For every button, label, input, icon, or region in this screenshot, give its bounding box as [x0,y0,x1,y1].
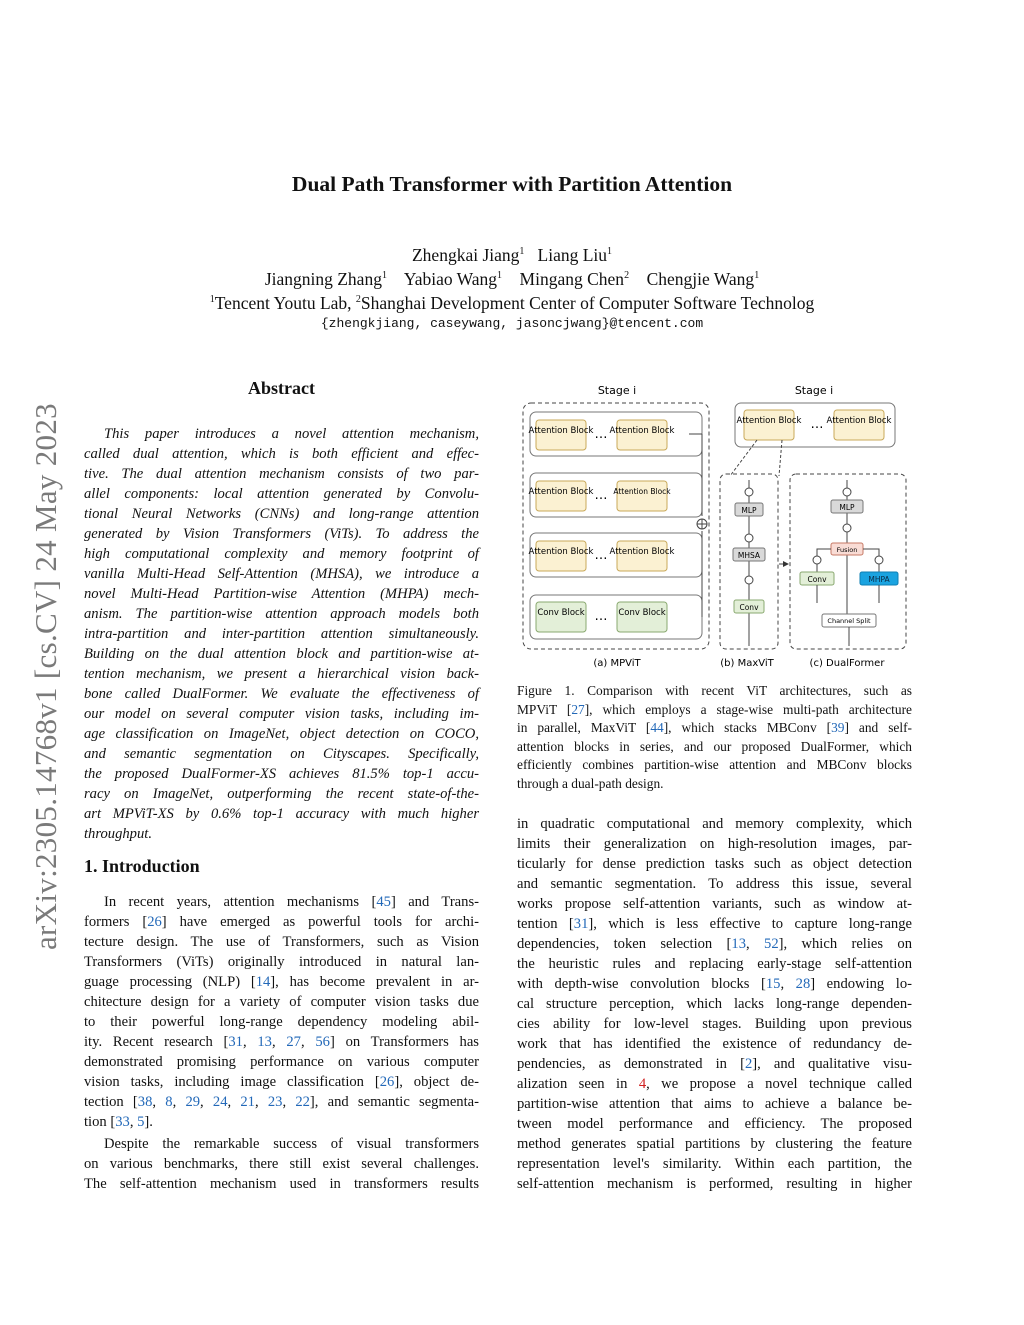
citation-link[interactable]: 29 [185,1094,201,1110]
figure-1-diagram [517,376,917,672]
attention-block-label: Attention Block [528,426,594,436]
text-run: efficiently combines partition-wise attention and MBConv blocks [517,757,912,772]
citation-link[interactable]: 39 [831,720,845,735]
text-run: , [780,976,796,992]
add-icon [843,488,851,496]
text-line [517,719,912,738]
text-run: ], object de- [394,1074,479,1090]
citation-link[interactable]: 27 [286,1034,301,1050]
text-run: , [254,1094,268,1110]
maxvit-mlp-label: MLP [741,506,757,515]
aff-mark: 2 [355,294,361,305]
text-run: Building on the dual attention block and partition-wise at- [84,646,479,662]
aff-mark: 1 [209,294,215,305]
text-run: ticularly for dense prediction tasks such as object detection [517,856,912,872]
text-line [84,932,479,952]
attention-block-label: Attention Block [826,416,892,426]
text-run: This paper introduces a novel attention mechanism, [104,426,479,442]
attention-block-label: Attention Block [528,487,594,497]
text-run: ] and Trans- [390,894,479,910]
maxvit-conv-label: Conv [739,603,759,612]
text-run: bone called DualFormer. We evaluate the effectiveness of [84,686,479,702]
text-run: ] on Transformers has [329,1034,479,1050]
sublabel-mpvit: (a) MPViT [593,658,641,669]
text-run: ], which employs a stage-wise multi-path architecture [584,701,912,717]
citation-link[interactable]: 33 [115,1114,130,1130]
mpvit-row-2 [529,473,702,517]
text-line [517,994,912,1014]
text-line [517,854,912,874]
figure-1-caption [517,682,912,793]
maxvit-mhsa-label: MHSA [737,551,761,560]
aff-mark: 1 [381,270,387,281]
text-run: high computational complexity and memory footprint of [84,546,479,562]
text-line [84,804,479,824]
stage-label-b: Stage i [794,384,834,397]
text-line [84,892,479,912]
text-line [84,604,479,624]
text-line [84,1112,479,1132]
text-line [84,1052,479,1072]
text-run: partition-wise attention that aims to achieve a balance be- [517,1096,912,1112]
citation-link[interactable]: 44 [650,720,664,735]
text-line [517,1154,912,1174]
aff-mark: 1 [607,246,613,257]
text-run: ], which stacks MBConv [ [663,720,832,735]
text-run: tecture design. The use of Transformers, such as Vision [84,934,479,950]
affiliation-1: Tencent Youtu Lab, [214,292,356,313]
text-line [84,972,479,992]
text-run: dependencies, token selection [ [517,936,732,952]
text-run: guage processing (NLP) [ [84,974,256,990]
text-line [517,1034,912,1054]
intro-paragraph-2 [84,1134,479,1194]
text-line [84,784,479,804]
citation-link[interactable]: 14 [255,974,271,990]
conv-block-label: Conv Block [618,608,666,618]
text-run: , [172,1094,186,1110]
conv-block-label: Conv Block [537,608,585,618]
text-run: art MPViT-XS by 0.6% top-1 accuracy with much higher [84,806,479,822]
text-run: , [746,936,765,952]
citation-link[interactable]: 23 [267,1094,283,1110]
text-run: to their powerful long-range dependency modeling abil- [84,1014,479,1030]
text-line [517,914,912,934]
text-line [517,934,912,954]
text-line [517,775,912,794]
text-line [517,1014,912,1034]
text-run: ], and semantic segmenta- [309,1094,479,1110]
text-run: with depth-wise convolution blocks [ [517,976,766,992]
sublabel-maxvit: (b) MaxViT [720,658,774,669]
text-run: , [200,1094,213,1110]
text-line [84,584,479,604]
text-run: throughput. [84,826,152,842]
authors-line-1 [0,240,1024,267]
text-run: anism. The partition-wise attention approach models both [84,606,479,622]
ellipsis: … [810,417,824,432]
affiliation-2: Shanghai Development Center of Computer Software Technolog [360,292,815,313]
text-line [517,1134,912,1154]
citation-link[interactable]: 52 [764,936,779,952]
attention-block-label: Attention Block [609,547,675,557]
aff-mark: 1 [754,270,760,281]
text-run: ], has become prevalent in ar- [270,974,479,990]
text-line [84,992,479,1012]
abstract-heading: Abstract [248,378,315,398]
text-run: works propose self-attention variants, such as window at- [517,896,912,912]
text-run: tive. The dual attention mechanism consists of two par- [84,466,479,482]
author-name: Mingang Chen [519,268,625,289]
citation-link[interactable]: 26 [379,1074,395,1090]
text-line [517,834,912,854]
text-line [517,738,912,757]
text-run: ] have emerged as powerful tools for archi- [161,914,479,930]
fusion-label: Fusion [836,546,858,554]
text-line [517,974,912,994]
text-run: the heuristic rules and replacing early-stage self-attention [517,956,912,972]
citation-link[interactable]: 56 [315,1034,330,1050]
attention-block [617,481,667,511]
text-line [84,1154,479,1174]
citation-link[interactable]: 15 [765,976,781,992]
text-line [84,952,479,972]
author-name: Yabiao Wang [403,268,498,289]
citation-link[interactable]: 31 [573,916,589,932]
citation-link[interactable]: 2 [744,1056,753,1072]
text-run: ], which is less effective to capture long-range [588,916,912,932]
text-run: attention blocks in series, and our proposed DualFormer, which [517,738,912,754]
ellipsis: … [594,427,608,442]
text-line [517,814,912,834]
text-line [84,564,479,584]
text-line [517,954,912,974]
affiliations [0,288,1024,315]
text-run: Figure 1. Comparison with recent ViT architectures, such as [517,683,912,698]
citation-link[interactable]: 13 [257,1034,272,1050]
citation-link[interactable]: 8 [165,1094,173,1110]
authors-line-2 [0,264,1024,291]
text-line [84,1012,479,1032]
text-line [517,682,912,701]
text-run: , [129,1114,138,1130]
text-run: Despite the remarkable success of visual transformers [104,1136,479,1152]
author-emails: {zhengkjiang, caseywang, jasoncjwang}@tencent.com [320,316,704,331]
text-line [84,1134,479,1154]
text-line [84,724,479,744]
add-icon [843,524,851,532]
mpvit-row-1 [529,412,702,456]
add-icon [813,556,821,564]
citation-link[interactable]: 21 [240,1094,255,1110]
text-run: ], and qualitative visu- [752,1056,913,1072]
add-icon [745,534,753,542]
channel-split-label: Channel Split [827,617,871,625]
text-run: novel Multi-Head Partition-wise Attention (MHPA) mech- [84,586,479,602]
text-run: chitecture design for a variety of computer vision tasks due [84,994,479,1010]
text-line [84,444,479,464]
text-run: alization seen in [517,1076,639,1092]
intro-paragraph-1 [84,892,479,1132]
citation-link[interactable]: 31 [228,1034,243,1050]
aff-mark: 2 [624,270,630,281]
text-line [84,824,479,844]
citation-link[interactable]: 27 [571,701,585,717]
citation-link[interactable]: 38 [137,1094,153,1110]
figure-reference-link[interactable]: 4 [638,1076,647,1092]
arxiv-stamp: arXiv:2305.14768v1 [cs.CV] 24 May 2023 [28,403,63,950]
text-line [84,704,479,724]
dualformer-mlp-label: MLP [839,503,855,512]
text-line [84,1032,479,1052]
text-run: our model on several computer vision tasks, including im- [84,706,479,722]
section-heading-introduction: 1. Introduction [84,856,200,876]
text-run: , we propose a novel technique called [646,1076,912,1092]
figure-1 [517,376,917,672]
text-run: MPViT [ [517,701,572,717]
text-run: tional Neural Networks (CNNs) and long-range attention [84,506,479,522]
text-run: limits their generalization on high-resolution images, par- [517,836,912,852]
text-run: Transformers (ViTs) originally introduced in natural lan- [84,954,479,970]
author-name: Chengjie Wang [646,268,755,289]
citation-link[interactable]: 45 [376,894,391,910]
text-run: method generates spatial partitions by clustering the feature [517,1136,912,1152]
text-run: , [152,1094,166,1110]
text-line [84,544,479,564]
text-line [84,664,479,684]
text-run: in quadratic computational and memory complexity, which [517,816,912,832]
text-line [84,424,479,444]
text-line [517,1074,912,1094]
aff-mark: 1 [519,246,525,257]
text-run: representation level's similarity. Within each partition, the [517,1156,912,1172]
text-run: cal structure perception, which lacks long-range dependen- [517,996,912,1012]
text-line [84,484,479,504]
text-run: ity. Recent research [ [84,1034,229,1050]
text-line [517,1174,912,1194]
dualformer-conv-label: Conv [807,575,827,584]
ellipsis: … [594,609,608,624]
text-line [517,874,912,894]
text-run: pendencies, as demonstrated in [ [517,1056,745,1072]
add-icon [745,576,753,584]
text-run: and semantic segmentation. To address this issue, several [517,876,912,892]
right-column-body [517,814,912,1194]
paper-title: Dual Path Transformer with Partition Attention [291,172,733,196]
text-run: cies ability for low-level stages. Building upon previous [517,1016,912,1032]
attention-block-label: Attention Block [609,426,675,436]
text-run: vision tasks, including image classification [ [84,1074,380,1090]
text-run: tween model performance and efficiency. The proposed [517,1116,912,1132]
text-line [84,624,479,644]
text-run: allel components: local attention generated by Convolu- [84,486,479,502]
text-line [84,764,479,784]
text-line [517,756,912,775]
citation-link[interactable]: 5 [137,1114,145,1130]
text-line [84,684,479,704]
stage-label-a: Stage i [597,384,637,397]
text-run: age classification on ImageNet, object detection on COCO, [84,726,479,742]
text-run: tection [ [84,1094,138,1110]
author-name: Jiangning Zhang [264,268,382,289]
text-run: tention mechanism, we present a hierarchical vision back- [84,666,479,682]
text-run: racy on ImageNet, outperforming the recent state-of-the- [84,786,479,802]
author-name: Zhengkai Jiang [411,244,520,265]
text-run: ], which relies on [778,936,912,952]
citation-link[interactable]: 28 [795,976,811,992]
text-run: through a dual-path design. [517,775,664,791]
text-run: called dual attention, which is both efficient and effec- [84,446,479,462]
text-run: tion [ [84,1114,116,1130]
text-line [517,701,912,720]
text-line [84,912,479,932]
text-line [84,744,479,764]
text-run: , [282,1094,296,1110]
mpvit-row-4 [530,595,702,639]
citation-link[interactable]: 22 [295,1094,310,1110]
text-run: vanilla Multi-Head Self-Attention (MHSA), we introduce a [84,566,479,582]
text-line [84,504,479,524]
ellipsis: … [594,488,608,503]
branch-lines [817,585,879,603]
text-run: and semantic segmentation on Cityscapes. Specifically, [84,746,479,762]
text-line [84,644,479,664]
sublabel-dualformer: (c) DualFormer [809,658,885,669]
citation-link[interactable]: 26 [147,914,162,930]
text-run: The self-attention mechanism used in transformers results [84,1176,479,1192]
text-run: the proposed DualFormer-XS achieves 81.5% top-1 accu- [84,766,479,782]
text-run: in parallel, MaxViT [ [517,720,651,735]
attention-block-label: Attention Block [736,416,802,426]
attention-block-label: Attention Block [613,487,671,496]
text-run: ] endowing lo- [810,976,912,992]
text-line [84,464,479,484]
mhpa-label: MHPA [868,575,890,584]
text-line [517,1054,912,1074]
text-run: self-attention mechanism is performed, resulting in higher [517,1176,912,1192]
attention-block-label: Attention Block [528,547,594,557]
text-run: ] and self- [844,720,912,735]
text-run: formers [ [84,914,148,930]
text-run: , [271,1034,287,1050]
text-run: on various benchmarks, there still exist several challenges. [84,1156,479,1172]
text-run: work that has identified the existence of redundancy de- [517,1036,912,1052]
text-line [517,1114,912,1134]
text-run: , [227,1094,241,1110]
text-line [84,1072,479,1092]
text-line [84,1092,479,1112]
text-run: generated by Vision Transformers (ViTs). To address the [84,526,479,542]
text-line [84,1174,479,1194]
add-icon [745,488,753,496]
aff-mark: 1 [497,270,503,281]
text-run: demonstrated promising performance on various computer [84,1054,479,1070]
abstract-body [84,424,479,844]
text-run: ]. [144,1114,153,1130]
citation-link[interactable]: 13 [731,936,747,952]
author-name: Liang Liu [537,244,608,265]
mpvit-row-3 [529,533,702,577]
add-icon [875,556,883,564]
text-run: intra-partition and inter-partition attention simultaneously. [84,626,479,642]
text-run: tention [ [517,916,574,932]
text-run: , [242,1034,258,1050]
citation-link[interactable]: 24 [212,1094,228,1110]
text-run: , [300,1034,316,1050]
text-line [84,524,479,544]
text-run: In recent years, attention mechanisms [ [104,894,377,910]
text-line [517,894,912,914]
text-line [517,1094,912,1114]
ellipsis: … [594,548,608,563]
